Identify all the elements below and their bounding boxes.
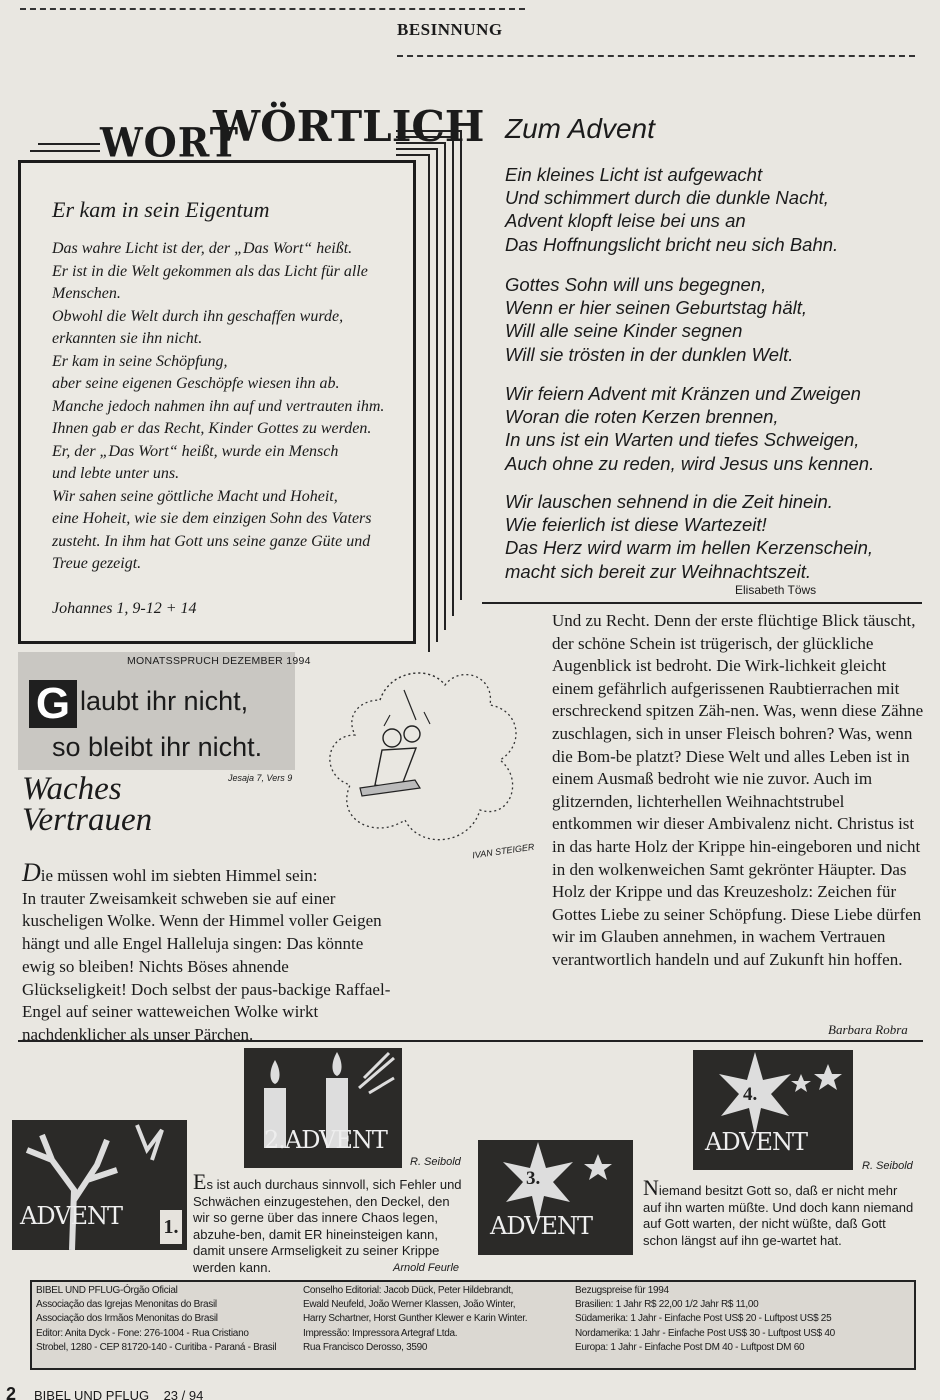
- separator-rule: [18, 1040, 923, 1042]
- advent-2-text: ADVENT: [284, 1126, 387, 1154]
- article-text-left: ie müssen wohl im siebten Himmel sein: In trauter Zweisamkeit schweben sie auf einer kuscheligen Wolke. Wenn der Himmel voller Geigen hängt und alle Engel Halleluja singen: Das könnte ewig so bleiben! Nichts Böses ahnende Glückseligkeit! Doch selbst der paus-backige Raffael-Engel auf seiner watteweichen Wolke wirkt nachdenklicher als unser Pärchen.: [22, 866, 391, 1044]
- impressum-editorial: Conselho Editorial: Jacob Dück, Peter Hildebrandt, Ewald Neufeld, João Werner Klassen, João Winter, Harry Schartner, Horst Gunther Klewer e Karin Winter. Impressão: Impressora Artegraf Ltda. Rua Francisco Derosso, 3590: [303, 1285, 528, 1353]
- advent-4-label: ADVENT: [705, 1128, 808, 1156]
- monthly-verse-label: MONATSSPRUCH DEZEMBER 1994: [127, 655, 311, 667]
- page-footer: [6, 1384, 203, 1400]
- issue-number: 23 / 94: [163, 1388, 204, 1400]
- advent-quote-right-cap: N: [643, 1175, 659, 1200]
- advent-quote-left-author: Arnold Feurle: [393, 1262, 460, 1274]
- illustrator-signature: IVAN STEIGER: [471, 841, 535, 861]
- separator-rule: [482, 602, 922, 604]
- frame-stack-line: [38, 143, 100, 151]
- wort-woertlich-title-1: WORT: [100, 118, 239, 167]
- drop-cap: D: [22, 858, 41, 887]
- advent-2-number: 2.: [264, 1126, 285, 1154]
- advent-4-badge: [693, 1050, 853, 1170]
- impressum-publisher: BIBEL UND PFLUG-Órgão Oficial Associação das Igrejas Menonitas do Brasil Associação dos Irmãos Menonitas do Brasil Editor: Anita Dyck - Fone: 276-1004 - Rua Cristiano Strobel, 1280 - CEP 81720-140 - Curitiba - Paraná - Brasil: [36, 1285, 277, 1353]
- page-number: 2: [6, 1384, 17, 1400]
- monthly-verse-initial: G: [29, 680, 77, 728]
- advent-quote-right-text: iemand besitzt Gott so, daß er nicht mehr auf ihn warten müßte. Und doch kann niemand auf Gott warten, der nicht wüßte, daß Gott schon längst auf ihn ge-wartet hat.: [643, 1183, 914, 1248]
- advent-4-number: 4.: [743, 1084, 758, 1105]
- poem-stanza: Wir lauschen sehnend in die Zeit hinein. Wie feierlich ist diese Wartezeit! Das Herz wird warm im hellen Kerzenschein, macht sich bereit zur Weihnachtszeit.: [505, 491, 874, 582]
- monthly-verse-line-2: so bleibt ihr nicht.: [52, 732, 263, 762]
- article-title: Waches Vertrauen: [22, 771, 153, 838]
- poem-stanza: Ein kleines Licht ist aufgewacht Und schimmert durch die dunkle Nacht, Advent klopft leise bei uns an Das Hoffnungslicht bricht neu sich Bahn.: [505, 164, 839, 255]
- poem-author: Elisabeth Töws: [735, 583, 817, 597]
- section-title: BESINNUNG: [397, 20, 503, 39]
- advent-quote-left: [193, 1169, 468, 1276]
- header-rule-left: [20, 8, 525, 10]
- wort-woertlich-heading: Er kam in sein Eigentum: [52, 197, 270, 222]
- advent-quote-right: [643, 1175, 918, 1249]
- monthly-verse-line-1: laubt ihr nicht,: [80, 686, 249, 716]
- advent-quote-left-cap: E: [193, 1169, 207, 1194]
- article-body-left: [22, 858, 394, 1047]
- advent-3-badge: [478, 1140, 633, 1255]
- article-body-right: Und zu Recht. Denn der erste flüchtige Blick täuscht, der schöne Schein ist trügerisch, der glückliche Augenblick ist bedroht. Die Wirk-lichkeit gleicht einem gefährlich aufgerissenen Raubtierrachen mit erschreckend spitzen Zäh-nen. Was, wenn diese Zähne zuschlagen, sich in unser Fleisch bohren? Was, wenn die Bom-be platzt? Diese Welt und alles Leben ist in einem Ausmaß bedroht wie nie zuvor. Auch im glitzernden, lichterhellen Weihnachtstrubel entkommen wir dieser Ambivalenz nicht. Christus ist in das harte Holz der Krippe hin-eingeboren und nicht in den wolkenweichen Samt gekrönter Häupter. Das Holz der Krippe und das Kreuzesholz: Zeichen für Gottes Liebe zu seiner Schöpfung. Diese Liebe dürfen wir im Glauben annehmen, in wachem Vertrauen verantwortlich handeln und auf Zukunft hin hoffen.: [552, 611, 924, 969]
- advent-2-credit: R. Seibold: [410, 1156, 461, 1168]
- advent-2-label: [264, 1126, 387, 1154]
- advent-1-number: 1.: [160, 1210, 182, 1244]
- couple-on-cloud-illustration: [320, 660, 540, 870]
- poem-stanza: Wir feiern Advent mit Kränzen und Zweigen Woran die roten Kerzen brennen, In uns ist ein Warten und tiefes Schweigen, Auch ohne zu reden, wird Jesus uns kennen.: [505, 383, 875, 474]
- advent-1-badge: [12, 1120, 187, 1250]
- wort-woertlich-reference: Johannes 1, 9-12 + 14: [52, 600, 197, 617]
- advent-4-credit: R. Seibold: [862, 1160, 913, 1172]
- advent-1-label: ADVENT: [20, 1202, 123, 1230]
- magazine-name: BIBEL UND PFLUG: [34, 1388, 150, 1400]
- advent-3-number: 3.: [526, 1168, 541, 1189]
- wort-woertlich-body: Das wahre Licht ist der, der „Das Wort“ heißt. Er ist in die Welt gekommen als das Licht für alle Menschen. Obwohl die Welt durch ihn geschaffen wurde, erkannten sie ihn nicht. Er kam in seine Schöpfung, aber seine eigenen Geschöpfe wiesen ihn ab. Manche jedoch nahmen ihn auf und vertrauten ihm. Ihnen gab er das Recht, Kinder Gottes zu werden. Er, der „Das Wort“ heißt, wurde ein Mensch und lebte unter uns. Wir sahen seine göttliche Macht und Hoheit, eine Hoheit, wie sie dem einzigen Sohn des Vaters zusteht. In ihm hat Gott uns seine ganze Güte und Treue gezeigt.: [52, 240, 385, 572]
- poem-stanza: Gottes Sohn will uns begegnen, Wenn er hier seinen Geburtstag hält, Will alle seine Kinder segnen Will sie trösten in der dunklen Welt.: [505, 274, 807, 365]
- header-rule-right: [397, 55, 915, 57]
- poem-title: Zum Advent: [505, 113, 655, 144]
- wort-woertlich-title-2: WÖRTLICH: [213, 102, 485, 151]
- article-author: Barbara Robra: [828, 1022, 908, 1037]
- advent-2-badge: [244, 1048, 402, 1168]
- impressum-prices: Bezugspreise für 1994 Brasilien: 1 Jahr R$ 22,00 1/2 Jahr R$ 11,00 Südamerika: 1 Jahr - Einfache Post US$ 20 - Luftpost US$ 25 Nordamerika: 1 Jahr - Einfache Post US$ 30 - Luftpost US$ 40 Europa: 1 Jahr - Einfache Post DM 40 - Luftpost DM 60: [575, 1285, 835, 1353]
- advent-3-label: ADVENT: [490, 1212, 593, 1240]
- advent-quote-left-text: s ist auch durchaus sinnvoll, sich Fehler und Schwächen einzugestehen, den Deckel, den wir so gerne über das innere Chaos legen, abzuhe-ben, damit ER hineinsteigen kann, damit unsere Armseligkeit zu seiner Krippe werden kann.: [193, 1177, 462, 1275]
- monthly-verse-reference: Jesaja 7, Vers 9: [228, 773, 293, 783]
